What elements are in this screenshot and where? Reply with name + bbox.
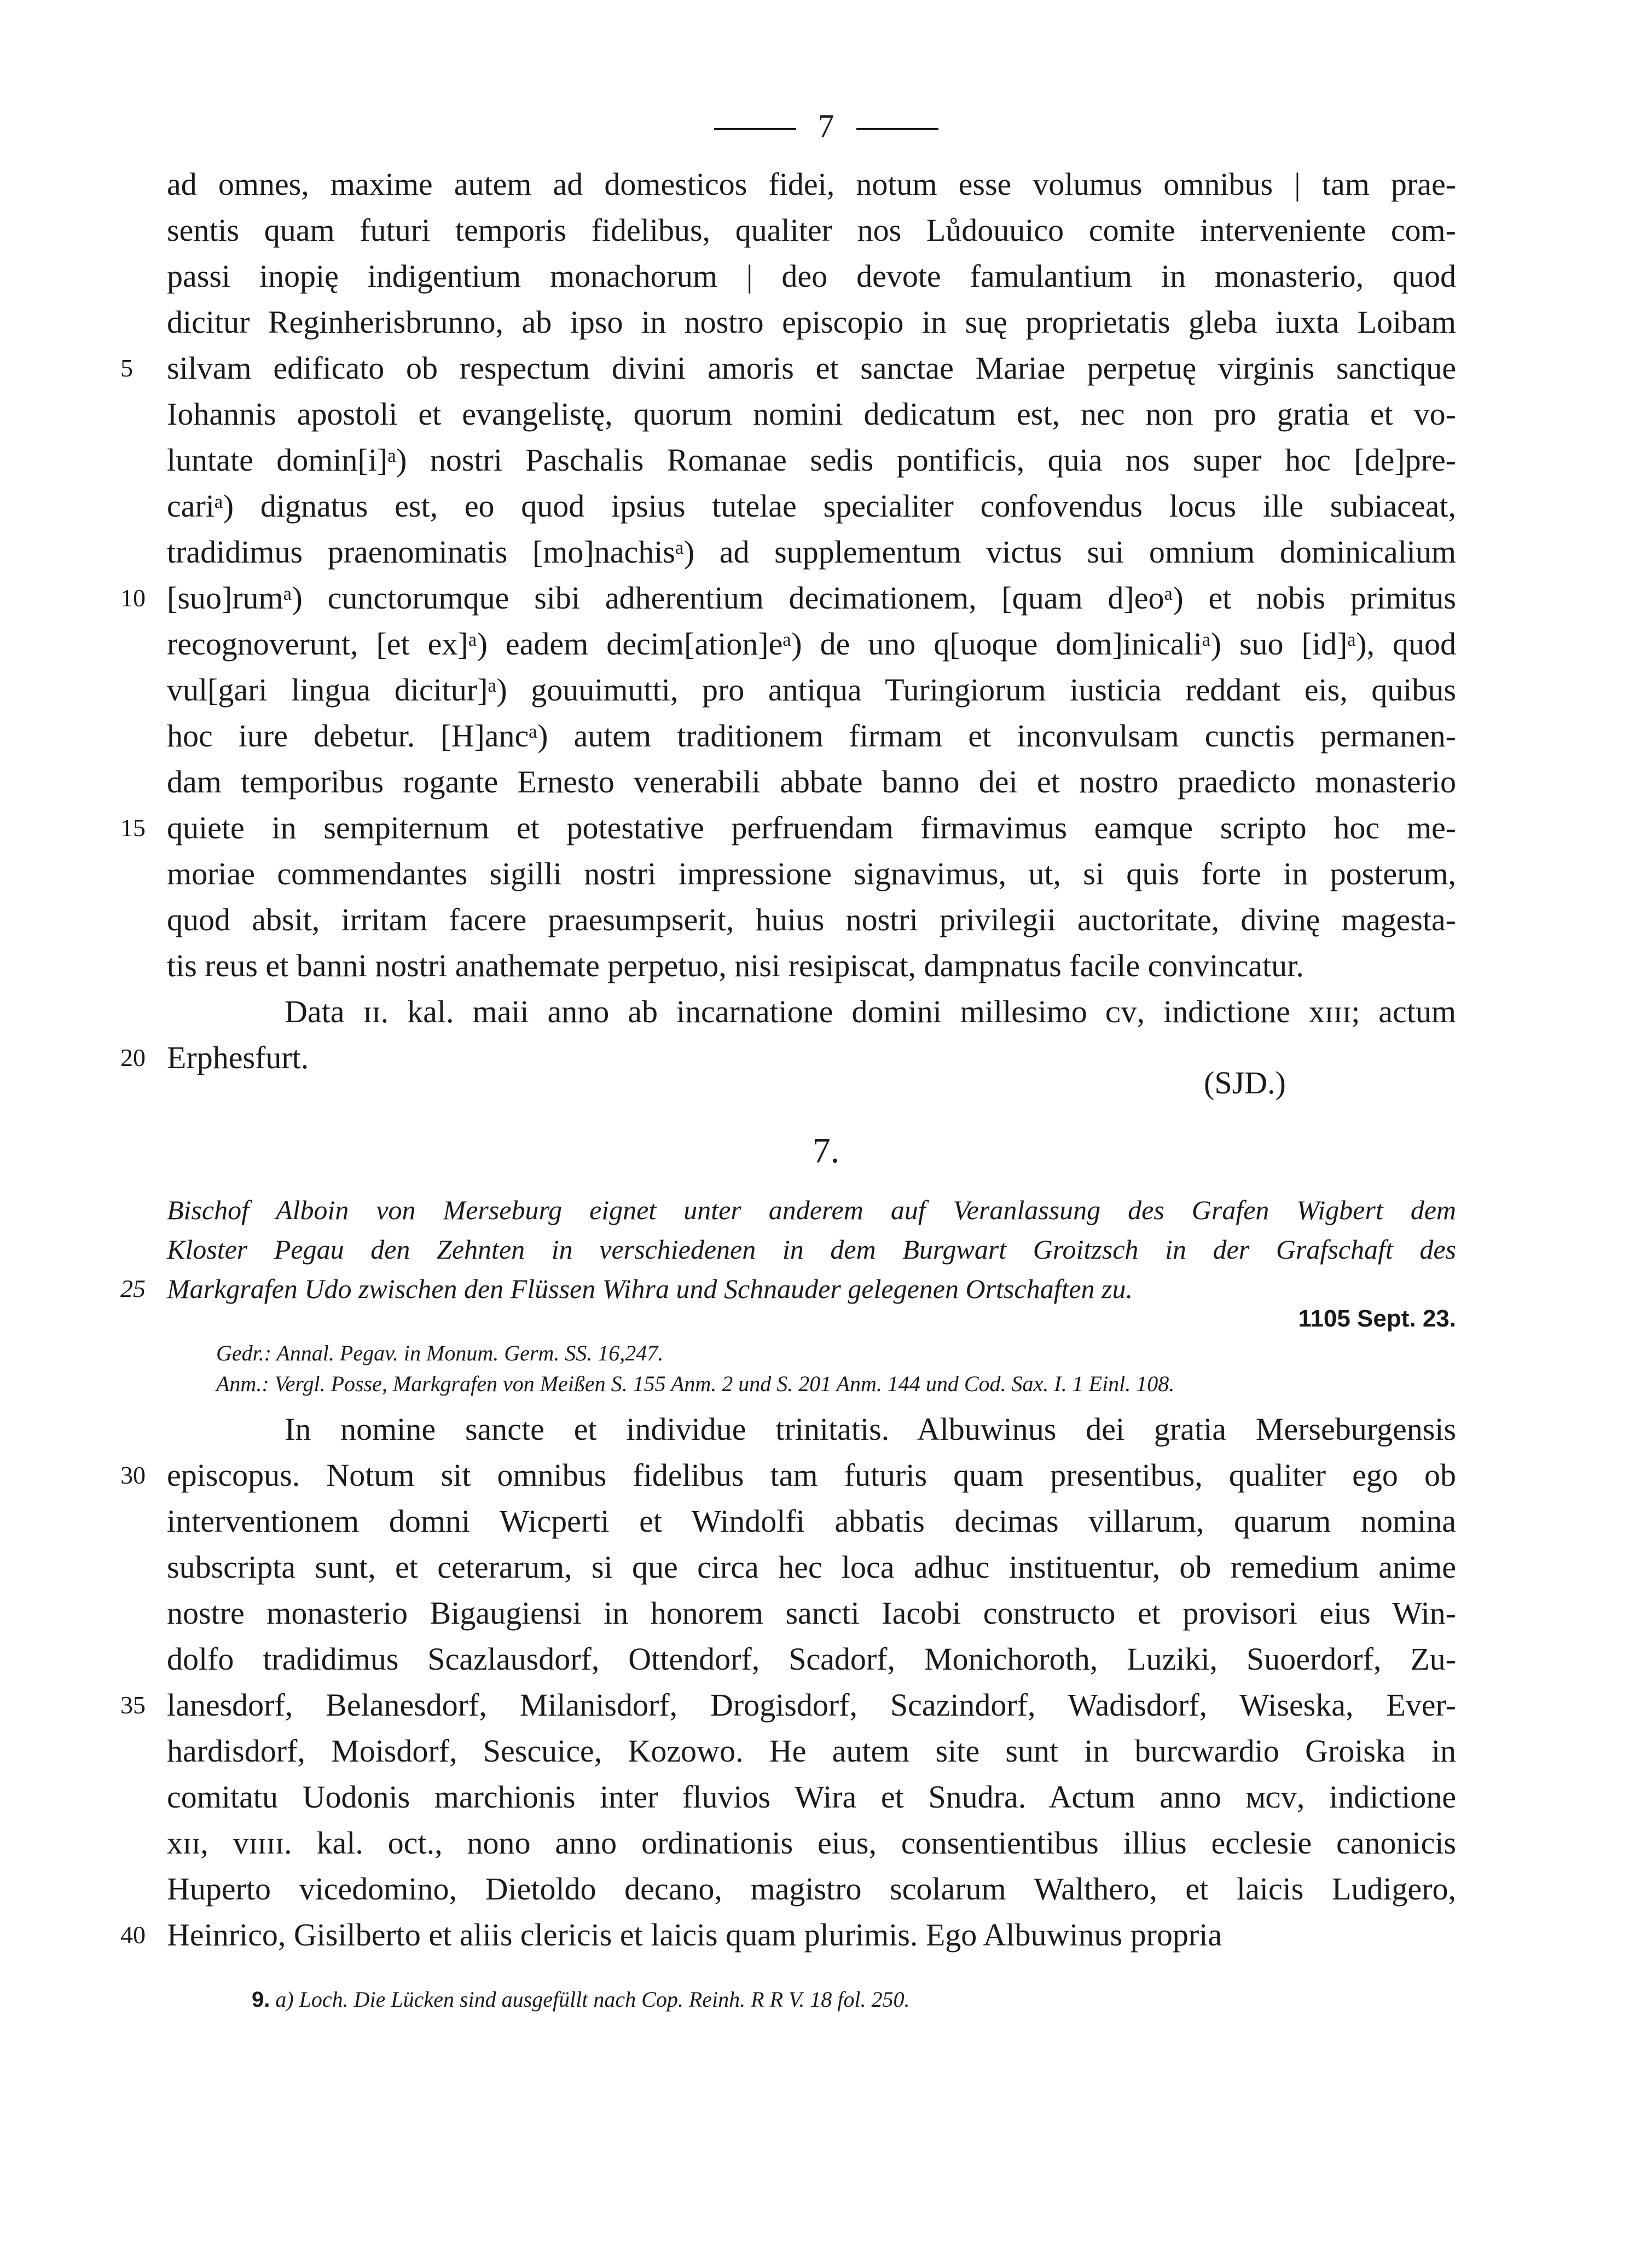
text-line — [167, 621, 1456, 667]
text-line — [120, 1912, 1456, 1958]
line-text: recognoverunt, [et ex]ᵃ) eadem decim[ation]eᵃ) de uno q[uoque dom]inicaliᵃ) suo [id]ᵃ), quod — [167, 626, 1456, 662]
text-line — [120, 1682, 1456, 1728]
line-text: episcopus. Notum sit omnibus fidelibus tam futuris quam presentibus, qualiter ego ob — [167, 1457, 1456, 1493]
text-line — [167, 1406, 1456, 1452]
line-text: tradidimus praenominatis [mo]nachisᵃ) ad supplementum victus sui omnium dominicalium — [167, 534, 1456, 570]
text-line — [167, 299, 1456, 345]
text-line — [167, 1728, 1456, 1774]
text-line — [167, 713, 1456, 759]
line-text: interventionem domni Wicperti et Windolfi abbatis decimas villarum, quarum nomina — [167, 1503, 1456, 1539]
line-text: moriae commendantes sigilli nostri impressione signavimus, ut, si quis forte in posterum, — [167, 856, 1456, 891]
text-line — [167, 1636, 1456, 1682]
line-text: Data ɪɪ. kal. maii anno ab incarnatione domini millesimo ᴄᴠ, indictione xɪɪɪ; actum — [285, 994, 1456, 1029]
text-line — [167, 161, 1456, 207]
line-text: ad omnes, maxime autem ad domesticos fidei, notum esse volumus omnibus | tam prae- — [167, 166, 1456, 202]
line-number: 40 — [120, 1921, 146, 1949]
text-line — [167, 529, 1456, 575]
references — [216, 1338, 1453, 1399]
text-line — [167, 1774, 1456, 1820]
line-text: Kloster Pegau den Zehnten in verschiedenen in dem Burgwart Groitzsch in der Grafschaft des — [167, 1234, 1456, 1265]
text-line — [167, 759, 1456, 805]
text-line — [167, 1230, 1456, 1269]
text-line — [120, 805, 1456, 851]
text-line — [167, 1190, 1456, 1230]
line-number: 30 — [120, 1461, 146, 1489]
line-text: [suo]rumᵃ) cunctorumque sibi adherentium decimationem, [quam d]eoᵃ) et nobis primitus — [167, 580, 1456, 616]
text-line — [167, 207, 1456, 253]
line-text: tis reus et banni nostri anathemate perpetuo, nisi resipiscat, dampnatus facile convincatur. — [167, 948, 1304, 983]
document-summary — [120, 1190, 1456, 1308]
line-text: Heinrico, Gisilberto et aliis clericis et laicis quam plurimis. Ego Albuwinus propria — [167, 1917, 1222, 1953]
header-rule-left — [714, 128, 796, 130]
line-text: silvam edificato ob respectum divini amoris et sanctae Mariae perpetuę virginis sanctique — [167, 350, 1456, 386]
text-line — [167, 391, 1456, 437]
line-number: 20 — [120, 1044, 146, 1072]
footnote-text: a) Loch. Die Lücken sind ausgefüllt nach Cop. Reinh. R R V. 18 fol. 250. — [275, 1987, 910, 2012]
line-text: quiete in sempiternum et potestative perfruendam firmavimus eamque scripto hoc me- — [167, 810, 1456, 845]
text-line — [167, 667, 1456, 713]
page-header — [0, 109, 1652, 142]
line-text: Markgrafen Udo zwischen den Flüssen Wihra und Schnauder gelegenen Ortschaften zu. — [167, 1273, 1133, 1304]
line-text: vul[gari lingua dicitur]ᵃ) gouuimutti, pro antiqua Turingiorum iusticia reddant eis, quibus — [167, 672, 1456, 708]
line-number: 35 — [120, 1691, 146, 1719]
text-line — [167, 1866, 1456, 1912]
line-text: sentis quam futuri temporis fidelibus, qualiter nos Lůdouuico comite interveniente com- — [167, 212, 1456, 248]
line-text: dicitur Reginherisbrunno, ab ipso in nostro episcopio in suę proprietatis gleba iuxta Loibam — [167, 304, 1456, 340]
text-line — [167, 1544, 1456, 1590]
text-line — [167, 1498, 1456, 1544]
page-number: 7 — [818, 108, 834, 144]
line-number: 25 — [120, 1275, 146, 1302]
text-line — [120, 345, 1456, 391]
reference-note: Anm.: Vergl. Posse, Markgrafen von Meißen S. 155 Anm. 2 und S. 201 Anm. 144 und Cod. Sax. I. 1 Einl. 108. — [216, 1371, 1175, 1396]
signature-mark: (SJD.) — [1204, 1065, 1286, 1101]
line-text: Bischof Alboin von Merseburg eignet unter anderem auf Veranlassung des Grafen Wigbert dem — [167, 1195, 1456, 1225]
line-text: quod absit, irritam facere praesumpserit, huius nostri privilegii auctoritate, divinę magesta- — [167, 902, 1456, 937]
line-text: passi inopię indigentium monachorum | deo devote famulantium in monasterio, quod — [167, 258, 1456, 294]
line-text: comitatu Uodonis marchionis inter fluvios Wira et Snudra. Actum anno ᴍᴄᴠ, indictione — [167, 1779, 1456, 1815]
line-text: lanesdorf, Belanesdorf, Milanisdorf, Drogisdorf, Scazindorf, Wadisdorf, Wiseska, Ever- — [167, 1687, 1456, 1723]
line-text: cariᵃ) dignatus est, eo quod ipsius tutelae specialiter confovendus locus ille subiaceat, — [167, 488, 1456, 524]
line-text: dam temporibus rogante Ernesto venerabili abbate banno dei et nostro praedicto monasterio — [167, 764, 1456, 800]
line-text: In nomine sancte et individue trinitatis. Albuwinus dei gratia Merseburgensis — [285, 1411, 1456, 1447]
text-line — [167, 943, 1456, 989]
header-rule-right — [856, 128, 938, 130]
text-line — [120, 575, 1456, 621]
document-body-b — [120, 1406, 1456, 1958]
line-number: 10 — [120, 584, 146, 612]
line-text: hoc iure debetur. [H]ancᵃ) autem traditionem firmam et inconvulsam cunctis permanen- — [167, 718, 1456, 754]
line-text: subscripta sunt, et ceterarum, si que circa hec loca adhuc instituentur, ob remedium anime — [167, 1549, 1456, 1585]
footnote — [252, 1986, 910, 2012]
line-text: Huperto vicedomino, Dietoldo decano, magistro scolarum Walthero, et laicis Ludigero, — [167, 1871, 1456, 1907]
line-text: Iohannis apostoli et evangelistę, quorum nomini dedicatum est, nec non pro gratia et vo- — [167, 396, 1456, 432]
line-text: xɪɪ, vɪɪɪɪ. kal. oct., nono anno ordinationis eius, consentientibus illius ecclesie canonicis — [167, 1825, 1456, 1861]
text-line — [167, 1590, 1456, 1636]
line-number: 5 — [120, 354, 133, 382]
line-text: nostre monasterio Bigaugiensi in honorem sancti Iacobi constructo et provisori eius Win- — [167, 1595, 1456, 1631]
text-line — [167, 483, 1456, 529]
reference-edition: Gedr.: Annal. Pegav. in Monum. Germ. SS. 16,247. — [216, 1341, 664, 1365]
line-text: hardisdorf, Moisdorf, Sescuice, Kozowo. He autem site sunt in burcwardio Groiska in — [167, 1733, 1456, 1769]
text-line — [167, 897, 1456, 943]
text-line — [120, 1452, 1456, 1498]
line-text: Erphesfurt. — [167, 1040, 309, 1075]
document-date: 1105 Sept. 23. — [1298, 1305, 1456, 1332]
line-text: luntate domin[i]ᵃ) nostri Paschalis Romanae sedis pontificis, quia nos super hoc [de]pre- — [167, 442, 1456, 478]
text-line — [167, 989, 1456, 1035]
text-line — [167, 1820, 1456, 1866]
line-number: 15 — [120, 814, 146, 842]
text-line — [167, 437, 1456, 483]
document-body-a — [120, 161, 1456, 1081]
line-text: dolfo tradidimus Scazlausdorf, Ottendorf, Scadorf, Monichoroth, Luziki, Suoerdorf, Zu- — [167, 1641, 1456, 1677]
text-line — [167, 253, 1456, 299]
text-line — [167, 851, 1456, 897]
text-line — [120, 1269, 1456, 1308]
document-number: 7. — [812, 1131, 840, 1171]
footnote-number: 9. — [252, 1988, 270, 2012]
